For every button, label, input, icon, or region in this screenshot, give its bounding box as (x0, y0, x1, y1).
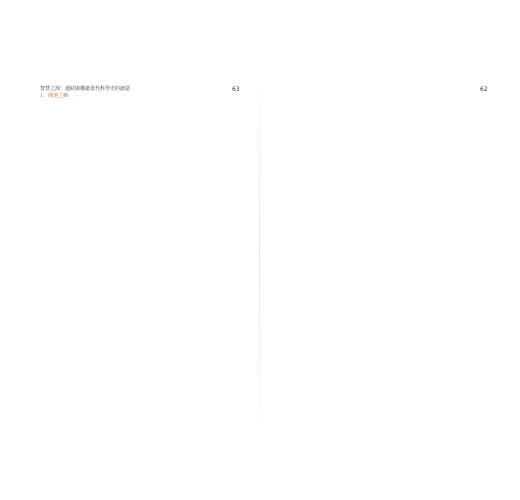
page-number-left: 63 (232, 86, 240, 93)
page-gutter (259, 70, 260, 440)
left-page-body (36, 100, 250, 405)
page-number-right: 62 (480, 86, 488, 93)
book-title: 智慧之海：連結與構築當代科學史的創造 (40, 86, 131, 92)
running-header (40, 86, 240, 100)
right-page-body (272, 100, 486, 405)
section-mark: 1 開港之嶼 (40, 93, 69, 99)
